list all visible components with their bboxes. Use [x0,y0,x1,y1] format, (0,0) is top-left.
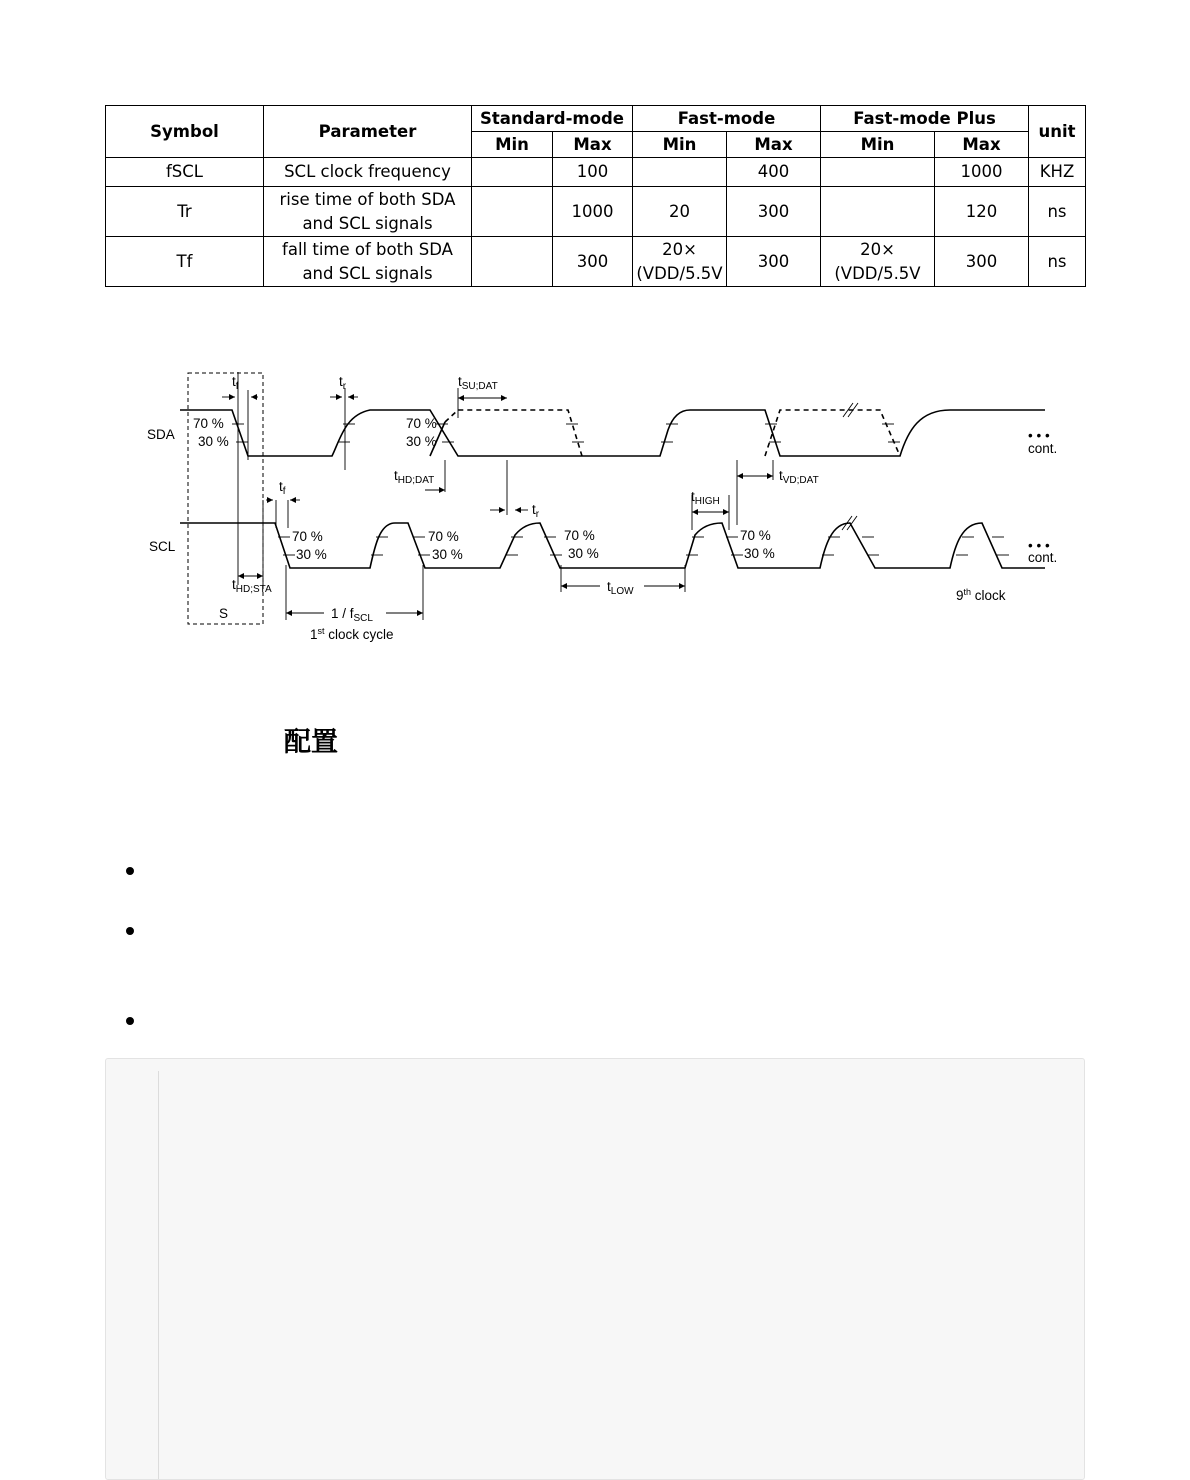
cell-parameter [264,237,472,287]
pct70-label: 70 % [740,528,771,543]
svg-text:tf: $t_f$ [279,479,286,497]
header-std-max: Max [553,132,633,158]
svg-text:tHIGH: $t_{HIGH}$ [691,489,720,507]
cell-unit: KHZ [1029,158,1086,187]
cell-fast-max: 400 [727,158,821,187]
svg-text:tVD;DAT: $t_{VD;DAT}$ [779,468,819,486]
cell-parameter [264,187,472,237]
cell-symbol: fSCL [106,158,264,187]
cont-label: cont. [1028,441,1058,456]
header-parameter: Parameter [264,106,472,158]
cell-plus-min [821,237,935,287]
cell-plus-max: 1000 [935,158,1029,187]
svg-text:tHD;DAT: $t_{HD;DAT}$ [394,468,435,486]
table-row [106,187,1086,237]
pct70-label: 70 % [428,529,459,544]
cell-symbol: Tr [106,187,264,237]
header-std-min: Min [472,132,553,158]
cell-parameter-line: fall time of both SDA [282,239,453,259]
cell-fast-max: 300 [727,187,821,237]
pct30-label: 30 % [198,434,229,449]
cell-unit: ns [1029,187,1086,237]
cont-label: cont. [1028,550,1058,565]
cell-fast-min [633,237,727,287]
svg-text:tr: $t_r$ [532,502,540,520]
svg-text:tLOW: $t_{LOW}$ [607,579,634,597]
i2c-timing-diagram [140,360,1070,650]
ninth-clock-label [956,587,1006,603]
thigh-label [691,489,720,507]
pct30-label: 30 % [432,547,463,562]
list-item [126,1017,134,1025]
thd-dat-label [394,468,434,486]
svg-text:1st clock cycle: 1st clock cycle [310,626,394,642]
cell-parameter-line: and SCL signals [302,213,433,233]
cell-line: 20× [860,239,895,259]
list-item [126,867,134,875]
cell-fast-max: 300 [727,237,821,287]
cell-std-min [472,187,553,237]
header-fast-mode-plus: Fast-mode Plus [821,106,1029,132]
table-row [106,237,1086,287]
header-fast-max: Max [727,132,821,158]
section-heading: 配置 [284,727,338,758]
pct70-label: 70 % [193,416,224,431]
cell-std-min [472,237,553,287]
cell-parameter: SCL clock frequency [264,158,472,187]
cell-parameter-line: and SCL signals [302,263,433,283]
header-standard-mode: Standard-mode [472,106,633,132]
pct30-label: 30 % [568,546,599,561]
cell-line: (VDD/5.5V [636,263,723,283]
tvd-dat-label [779,468,819,486]
header-fast-mode: Fast-mode [633,106,821,132]
svg-text:1 / fSCL: $1 / f_{SCL}$ [331,606,373,624]
i2c-timing-table [105,105,1086,287]
cell-line: (VDD/5.5V [834,263,921,283]
start-label: S [219,606,229,621]
header-plus-min: Min [821,132,935,158]
first-clock-label [310,626,394,642]
scl-label: SCL [149,539,176,554]
sda-waveform-alt [445,410,900,456]
header-fast-min: Min [633,132,727,158]
pct30-label: 30 % [406,434,437,449]
table-row [106,158,1086,187]
tlow-label [607,579,634,597]
cell-plus-max: 300 [935,237,1029,287]
ellipsis-icon: • • • [1028,538,1050,553]
svg-text:tr: $t_r$ [339,374,347,392]
svg-text:9th clock: 9th clock [956,587,1006,603]
tr-scl-label [532,502,540,520]
cell-fast-min [633,158,727,187]
cell-unit: ns [1029,237,1086,287]
code-line-gutter [106,1071,159,1479]
cell-fast-min: 20 [633,187,727,237]
svg-text:tSU;DAT: $t_{SU;DAT}$ [458,374,498,392]
cell-std-max: 1000 [553,187,633,237]
tr-label [339,374,347,392]
pct70-label: 70 % [292,529,323,544]
svg-text:tf: $t_f$ [232,374,239,392]
cell-symbol: Tf [106,237,264,287]
ellipsis-icon: • • • [1028,428,1050,443]
cell-parameter-line: rise time of both SDA [279,189,456,209]
list-item [126,927,134,935]
sda-label: SDA [147,427,175,442]
header-symbol: Symbol [106,106,264,158]
header-plus-max: Max [935,132,1029,158]
pct30-label: 30 % [296,547,327,562]
pct70-label: 70 % [564,528,595,543]
tsu-dat-label [458,374,498,392]
cell-std-max: 300 [553,237,633,287]
tf-scl-label [279,479,286,497]
cell-plus-min [821,158,935,187]
header-unit: unit [1029,106,1086,158]
code-block[interactable] [105,1058,1085,1480]
cell-plus-min [821,187,935,237]
period-label [331,606,373,624]
cell-std-max: 100 [553,158,633,187]
sda-waveform [180,410,1045,456]
pct70-label: 70 % [406,416,437,431]
cell-line: 20× [662,239,697,259]
svg-text:tHD;STA: $t_{HD;STA}$ [232,577,272,595]
cell-plus-max: 120 [935,187,1029,237]
cell-std-min [472,158,553,187]
pct30-label: 30 % [744,546,775,561]
